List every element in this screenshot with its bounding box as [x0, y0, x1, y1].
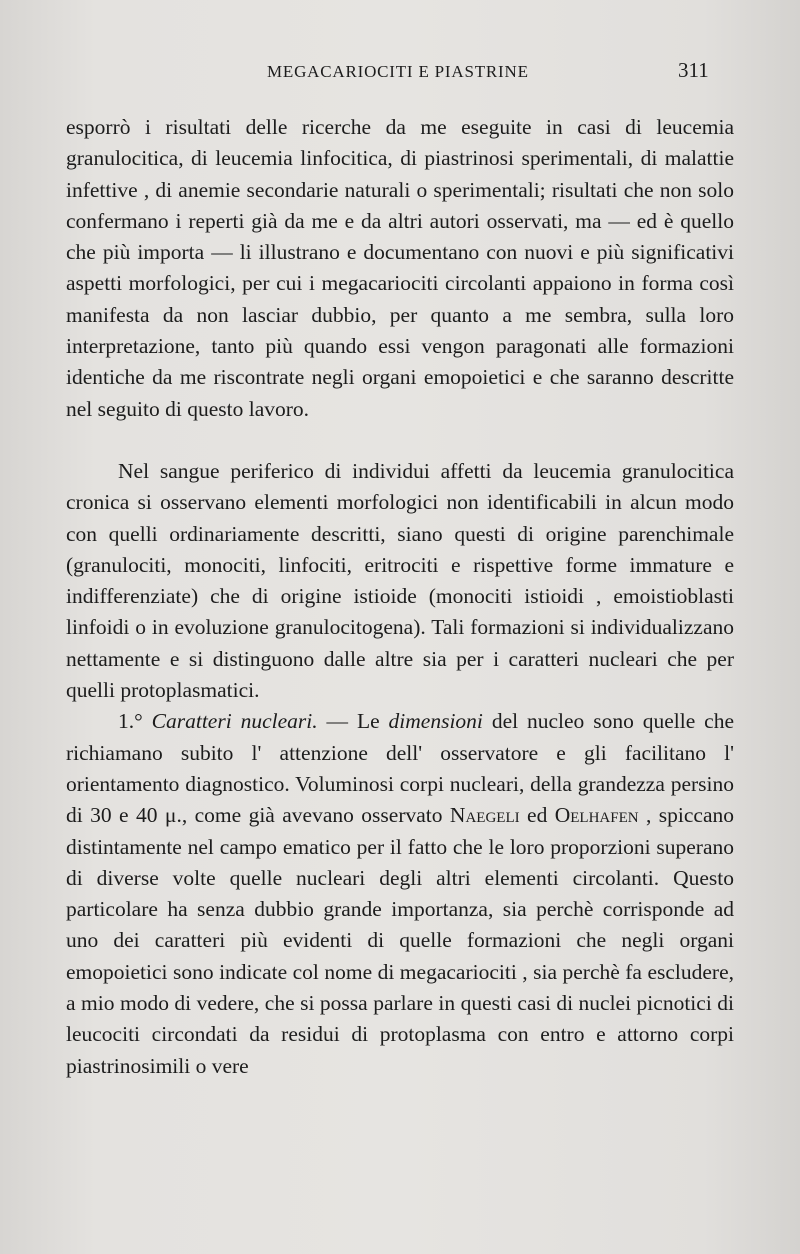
body-text — [66, 112, 734, 1082]
paragraph-3 — [66, 706, 734, 1082]
page-number: 311 — [678, 58, 709, 82]
emphasized-term: dimensioni — [388, 709, 483, 734]
section-heading: Caratteri nucleari. — [151, 709, 318, 734]
section-number: 1.° — [118, 709, 143, 734]
paragraph-3-text-c: , spiccano distintamente nel campo ematico per il fatto che le loro proporzioni superano di diverse volte quelle nucleari degli altri elementi circolanti. Questo particolare ha senza dubbio grande importanza, sia perchè corrisponde ad uno dei caratteri più evidenti di quelle formazioni che negli organi emopoietici sono indicate col nome di megacariociti , sia perchè fa escludere, a mio modo di vedere, che si possa parlare in questi casi di nuclei picnotici di leucociti circondati da residui di protoplasma con entro e attorno corpi piastrinosimili o vere — [66, 803, 735, 1078]
heading-dash: — Le — [317, 709, 389, 734]
paragraph-3-text-b: ed — [519, 803, 555, 828]
running-head — [0, 58, 800, 88]
paragraph-2: Nel sangue periferico di individui affetti da leucemia granulocitica cronica si osservano elementi morfologici non identificabili in alcun modo con quelli ordinariamente descritti, siano questi di origine parenchimale (granulociti, monociti, linfociti, eritrociti e rispettive forme immature e indifferenziate) che di origine istioide (monociti istioidi , emoistioblasti linfoidi o in evoluzione granulocitogena). Tali formazioni si individualizzano nettamente e si distinguono dalle altre sia per i caratteri nucleari che per quelli protoplasmatici. — [66, 458, 734, 703]
paragraph-gap — [66, 425, 734, 456]
paragraph-1: esporrò i risultati delle ricerche da me eseguite in casi di leucemia granulocitica, di leucemia linfocitica, di piastrinosi sperimentali, di malattie infettive , di anemie secondarie naturali o sperimentali; risultati che non solo confermano i reperti già da me e da altri autori osservati, ma — ed è quello che più importa — li illustrano e documentano con nuovi e più significativi aspetti morfologici, per cui i megacariociti circolanti appaiono in forma così manifesta da non lasciar dubbio, per quanto a me sembra, sulla loro interpretazione, tanto più quando essi vengon paragonati alle formazioni identiche da me riscontrate negli organi emopoietici e che saranno descritte nel seguito di questo lavoro. — [66, 115, 734, 421]
paragraph-3-text-a: del nucleo sono quelle che richiamano subito l' attenzione dell' osservatore e gli facilitano l' orientamento diagnostico. Voluminosi corpi nucleari, della grandezza persino di 30 e 40 μ., come già avevano osservato — [66, 709, 735, 828]
running-title: MEGACARIOCITI E PIASTRINE — [267, 62, 529, 81]
author-oelhafen: Oelhafen — [554, 803, 639, 828]
author-naegeli: Naegeli — [449, 803, 520, 828]
